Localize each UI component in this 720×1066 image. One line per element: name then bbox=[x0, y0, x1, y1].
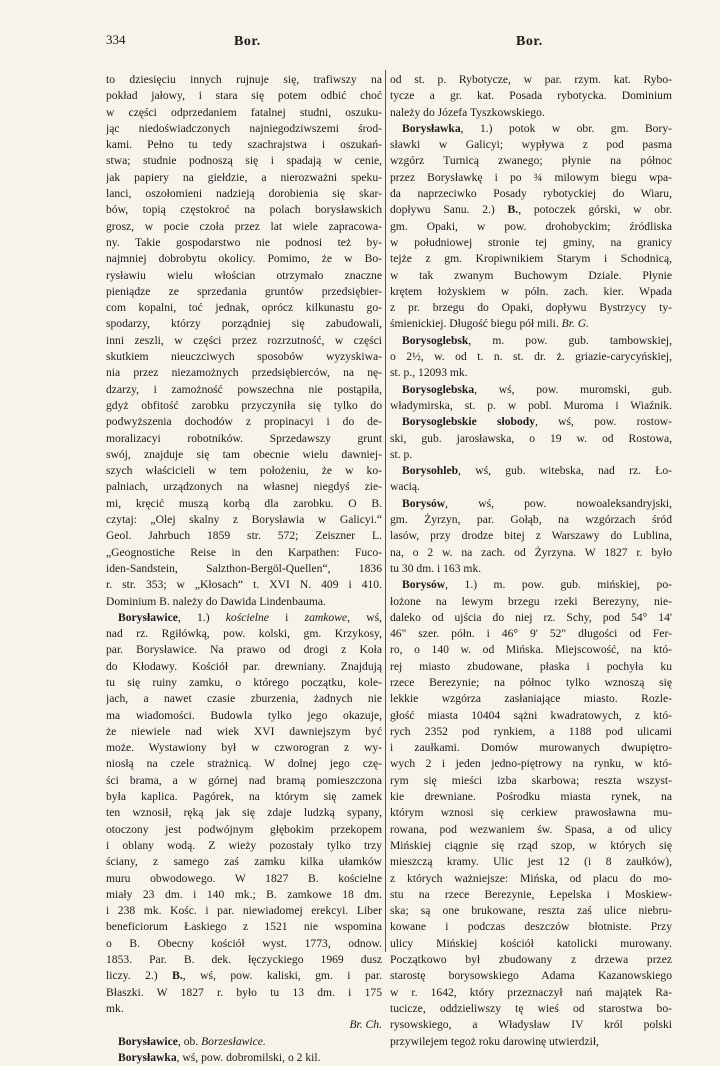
line-text: ulicy Mińskiej kościół katolicki murowany. bbox=[390, 936, 672, 950]
line-text: , wś, bbox=[347, 610, 382, 624]
text-line bbox=[106, 333, 382, 349]
line-text: wych 2 i jeden jedno-piętrowy na rynku, w któ- bbox=[390, 757, 672, 771]
text-line bbox=[106, 577, 382, 593]
line-text: lekkie wzgórza zasłaniające miasto. Rozle- bbox=[390, 692, 672, 706]
text-line bbox=[390, 642, 672, 658]
italic-text: zamkowe bbox=[304, 610, 348, 624]
text-line bbox=[106, 170, 382, 186]
text-line bbox=[390, 545, 672, 561]
line-text: , 1.) bbox=[177, 610, 226, 624]
text-line bbox=[390, 300, 672, 316]
right-running-head: Bor. bbox=[516, 34, 543, 49]
line-text: dopływu Sanu. 2.) bbox=[390, 203, 508, 217]
text-line bbox=[390, 659, 672, 675]
text-line bbox=[106, 708, 382, 724]
entry-headword: Borysławka bbox=[118, 1050, 177, 1064]
line-text: r. str. 353; w „Kłosach“ t. XVI N. 409 i 410. bbox=[106, 578, 382, 592]
text-line bbox=[106, 284, 382, 300]
line-text: ro, o 140 w. od Mińska. Miejscowość, na któ- bbox=[390, 643, 672, 657]
line-text: grosz, w pocie czoła przez lat wiele zapracowa- bbox=[106, 219, 382, 233]
text-line bbox=[106, 219, 382, 235]
line-text: bów, topią częstokroć na polach borysławskich bbox=[106, 203, 382, 217]
line-text: starostę borysowskiego Adama Kazanowskiego bbox=[390, 969, 672, 983]
right-column bbox=[390, 72, 672, 1050]
text-line bbox=[390, 691, 672, 707]
entry-headword: Borysów bbox=[402, 578, 446, 592]
left-column bbox=[106, 72, 382, 1066]
text-line bbox=[106, 235, 382, 251]
text-line bbox=[390, 561, 672, 577]
line-text: i oblany wodą. Z wieży pozostały tylko trzy bbox=[106, 838, 382, 852]
text-line bbox=[106, 431, 382, 447]
line-text: , wś, pow. muromski, gub. bbox=[474, 382, 672, 396]
column-divider bbox=[385, 70, 386, 952]
line-text: najmniej dobrobytu okolicy. Pomimo, że w Bo- bbox=[106, 252, 382, 266]
text-line bbox=[106, 985, 382, 1001]
text-line bbox=[106, 479, 382, 495]
italic-text: Br. G. bbox=[561, 317, 590, 331]
text-line bbox=[106, 903, 382, 919]
text-line bbox=[390, 219, 672, 235]
line-text: inni zeszli, w części przez rozrzutność, w części bbox=[106, 333, 382, 347]
line-text: jąc niedoświadczonych najniegodziwszemi środ- bbox=[106, 121, 382, 135]
text-line bbox=[390, 968, 672, 984]
text-line bbox=[106, 952, 382, 968]
line-text: stwa; studnie podnoszą się i spadają w cenie, bbox=[106, 154, 382, 168]
text-line bbox=[106, 463, 382, 479]
line-text: gdyż obfitość zarobku przyczyniła się tylko do bbox=[106, 398, 382, 412]
entry-headword: B. bbox=[507, 203, 519, 217]
line-text: tu się ruiny zamku, o którego początku, kole- bbox=[106, 675, 382, 689]
text-line bbox=[106, 414, 382, 430]
line-text: to dziesięciu innych rujnuje się, trafiwszy na bbox=[106, 73, 382, 86]
line-text: kowane i podczas deszczów błotniste. Przy bbox=[390, 920, 672, 934]
text-line bbox=[106, 561, 382, 577]
line-text: rej miasto zbudowane, płaska i pochyła ku bbox=[390, 659, 672, 673]
entry-headword: Borysohleb bbox=[402, 464, 459, 478]
text-line bbox=[106, 186, 382, 202]
line-text: Błaszki. W 1827 r. było tu 13 dm. i 175 bbox=[106, 985, 382, 999]
text-line bbox=[390, 626, 672, 642]
line-text: swój, znajduje się tam obecnie wielu dawniej- bbox=[106, 447, 382, 461]
line-text: , ob. bbox=[177, 1034, 202, 1048]
text-line bbox=[390, 316, 672, 332]
line-text: 46" szer. półn. i 46° 9' 52" długości od Fer- bbox=[390, 627, 672, 641]
line-text: lasów, przy drodze bitej z Warszawy do Lublina, bbox=[390, 529, 672, 543]
line-text: st. p., 12093 mk. bbox=[390, 366, 468, 380]
text-line bbox=[390, 871, 672, 887]
entry-headword: B. bbox=[172, 969, 183, 983]
italic-text: kościelne bbox=[225, 610, 269, 624]
line-text: którym wznosi się cerkiew prawosławna mu- bbox=[390, 806, 672, 820]
line-text: muru obwodowego. W 1827 B. kościelne bbox=[106, 871, 382, 885]
line-text: z których ważniejsze: Mińska, od placu do mo- bbox=[390, 871, 672, 885]
text-line bbox=[106, 838, 382, 854]
text-line bbox=[106, 805, 382, 821]
line-text: mi, kręcić muszą korbą dla zarobku. O B. bbox=[106, 496, 382, 510]
text-line bbox=[390, 675, 672, 691]
line-text: ska; są one brukowane, reszta zaś ulice niebru- bbox=[390, 904, 672, 918]
text-line bbox=[106, 871, 382, 887]
text-line bbox=[106, 724, 382, 740]
entry-headword: Borysoglebska bbox=[402, 382, 475, 396]
line-text: podwyższenia dochodów z propinacyi i do de- bbox=[106, 415, 382, 429]
line-text: w południowej stronie tej gminy, na granicy bbox=[390, 235, 672, 249]
text-line bbox=[106, 1001, 382, 1017]
line-text: należy do Józefa Tyszkowskiego. bbox=[390, 105, 545, 119]
line-text: na, o 2 w. na zach. od Żyrzyna. W 1827 r. było bbox=[390, 545, 672, 559]
line-text: otoczony jest podwójnym głębokim przekopem bbox=[106, 822, 382, 836]
text-line bbox=[390, 887, 672, 903]
text-line bbox=[106, 756, 382, 772]
line-text: nia przez niezamożnych przedsiębierców, na nę- bbox=[106, 366, 382, 380]
text-line bbox=[106, 300, 382, 316]
text-line bbox=[390, 431, 672, 447]
text-line bbox=[390, 186, 672, 202]
entry-headword: Borysoglebsk bbox=[402, 333, 469, 347]
text-line bbox=[390, 952, 672, 968]
text-line bbox=[390, 137, 672, 153]
text-line bbox=[106, 594, 382, 610]
line-text: kie drewniane. Pośrodku miasta rynek, na bbox=[390, 790, 672, 804]
text-line bbox=[390, 936, 672, 952]
text-line bbox=[390, 479, 672, 495]
line-text: Mińskiej ciągnie się rząd szop, w których się bbox=[390, 838, 672, 852]
text-line bbox=[390, 170, 672, 186]
text-line bbox=[390, 740, 672, 756]
line-text: par. Borysławice. Na prawo od drogi z Koła bbox=[106, 643, 382, 657]
text-line bbox=[106, 153, 382, 169]
text-line bbox=[390, 414, 672, 430]
line-text: miały 23 dm. i 140 mk.; B. zamkowe 18 dm. bbox=[106, 887, 382, 901]
line-text: iden-Sandstein, Salzthon-Bergöl-Quellen“, 1836 bbox=[106, 561, 382, 575]
line-text: , 1.) m. pow. gub. mińskiej, po- bbox=[445, 578, 672, 592]
line-text: st. p. bbox=[390, 447, 413, 461]
line-text: w tak zwanym Buchowym Dziale. Płynie bbox=[390, 268, 672, 282]
line-text: rzece Berezynie; na północ tylko wznoszą się bbox=[390, 675, 672, 689]
line-text: rych 2352 pod rynkiem, a 1188 pod ulicami bbox=[390, 724, 672, 738]
text-line bbox=[390, 838, 672, 854]
line-text: dzarzy, i zamożność powszechna nie postąpiła, bbox=[106, 382, 382, 396]
line-text: kami. Pełno tu tedy szachrajstwa i oszukań- bbox=[106, 138, 382, 152]
line-text: jak papiery na giełdzie, a nierozważni speku- bbox=[106, 170, 382, 184]
line-text: Geol. Jahrbuch 1859 str. 572; Zeiszner L. bbox=[106, 529, 382, 543]
text-line bbox=[106, 822, 382, 838]
text-line bbox=[390, 365, 672, 381]
line-text: przez Borysławkę i po ¾ milowym biegu wpa- bbox=[390, 170, 672, 184]
text-line bbox=[106, 88, 382, 104]
line-text: Początkowo był zbudowany z drzewa przez bbox=[390, 953, 672, 967]
text-line bbox=[106, 137, 382, 153]
text-line bbox=[106, 642, 382, 658]
text-line bbox=[390, 724, 672, 740]
text-line bbox=[390, 333, 672, 349]
page-header bbox=[106, 32, 672, 52]
left-running-head: Bor. bbox=[234, 34, 261, 49]
text-line bbox=[106, 789, 382, 805]
line-text: była kaplica. Pagórek, na którym się zamek bbox=[106, 790, 382, 804]
line-text: o B. Obecny kościół wyst. 1773, odnow. bbox=[106, 936, 382, 950]
entry-headword: Borysoglebskie słobody bbox=[402, 415, 535, 429]
text-line bbox=[390, 398, 672, 414]
entry-headword: Borysów bbox=[402, 496, 446, 510]
line-text: , 1.) potok w obr. gm. Bory- bbox=[460, 121, 672, 135]
line-text: daleko od ujścia do niej rz. Schy, pod 54° 14' bbox=[390, 610, 672, 624]
line-text: może. Wystawiony był w czworogran z wy- bbox=[106, 741, 382, 755]
text-line bbox=[390, 447, 672, 463]
text-line bbox=[106, 1017, 382, 1033]
line-text: „Geognostiche Reise in den Karpathen: Fuco- bbox=[106, 545, 382, 559]
line-text: głość miasta 10404 sążni kwadratowych, z któ- bbox=[390, 708, 672, 722]
line-text: krętem łożyskiem w półn. zach. kier. Wpada bbox=[390, 284, 672, 298]
text-line bbox=[106, 773, 382, 789]
line-text: wacią. bbox=[390, 480, 420, 494]
line-text: i 238 mk. Kośc. i par. niewiadomej erekcyi. Liber bbox=[106, 904, 382, 918]
line-text: przywilejem tegoż roku darowinę utwierdził, bbox=[390, 1034, 599, 1048]
text-line bbox=[106, 268, 382, 284]
text-line bbox=[390, 854, 672, 870]
line-text: z pr. brzegu do Opaki, dopływu Bystrzycy ty- bbox=[390, 301, 672, 315]
line-text: gm. Żyrzyn, par. Gołąb, na wzgórzach śród bbox=[390, 513, 672, 527]
line-text: ten wznosił, ręką jak się zdaje ludzką sypany, bbox=[106, 806, 382, 820]
text-line bbox=[390, 594, 672, 610]
text-line bbox=[106, 528, 382, 544]
line-text: , potoczek górski, w obr. bbox=[518, 203, 672, 217]
line-text: , wś, pow. kaliski, gm. i par. bbox=[182, 969, 382, 983]
text-line bbox=[106, 936, 382, 952]
text-line bbox=[106, 72, 382, 88]
line-text: Dominium B. należy do Dawida Lindenbauma. bbox=[106, 594, 326, 608]
text-line bbox=[106, 659, 382, 675]
line-text: pokład jałowy, i stara się potem odbić choć bbox=[106, 89, 382, 103]
text-line bbox=[390, 268, 672, 284]
line-text: i bbox=[268, 610, 305, 624]
text-line bbox=[390, 822, 672, 838]
line-text: , m. pow. gub. tambowskiej, bbox=[468, 333, 672, 347]
line-text: nad rz. Rgiłówką, pow. kolski, gm. Krzykosy, bbox=[106, 627, 382, 641]
text-line bbox=[390, 88, 672, 104]
text-line bbox=[390, 105, 672, 121]
line-text: o 2½, w. od t. n. st. dr. ż. griazie-carycyńskiej, bbox=[390, 350, 672, 364]
text-line bbox=[390, 512, 672, 528]
line-text: do Kłodawy. Kościół par. drewniany. Znajdują bbox=[106, 659, 382, 673]
text-line bbox=[390, 153, 672, 169]
line-text: , wś, pow. dobromilski, o 2 kil. bbox=[176, 1050, 321, 1064]
text-line bbox=[106, 610, 382, 626]
text-line bbox=[106, 496, 382, 512]
text-line bbox=[106, 251, 382, 267]
line-text: szych właścicieli w tem położeniu, że w ko- bbox=[106, 464, 382, 478]
text-line bbox=[390, 235, 672, 251]
line-text: moralizacyi robotników. Sprzedawszy grunt bbox=[106, 431, 382, 445]
line-text: ny. Takie gospodarstwo nie podnosi też by- bbox=[106, 235, 382, 249]
line-text: tu 30 dm. i 163 mk. bbox=[390, 561, 482, 575]
line-text: sławki w Galicyi; wypływa z pod pasma bbox=[390, 138, 672, 152]
line-text: niosłą na czele strażnicą. W dolnej jego czę- bbox=[106, 757, 382, 771]
line-text: 1853. Par. B. dek. łęczyckiego 1969 dusz bbox=[106, 953, 382, 967]
text-line bbox=[390, 528, 672, 544]
text-line bbox=[106, 887, 382, 903]
text-line bbox=[390, 202, 672, 218]
text-line bbox=[106, 545, 382, 561]
text-line bbox=[106, 1050, 382, 1066]
text-line bbox=[106, 365, 382, 381]
text-line bbox=[390, 382, 672, 398]
text-line bbox=[106, 691, 382, 707]
text-line bbox=[390, 985, 672, 1001]
text-line bbox=[390, 284, 672, 300]
line-text: w r. 1642, który przeznaczył nań majątek Ra- bbox=[390, 985, 672, 999]
line-text: palniach, urządzonych na własnej niegdyś zie- bbox=[106, 480, 382, 494]
line-text: mieszczą kramy. Ulic jest 12 (i 8 zaułków), bbox=[390, 855, 672, 869]
text-line bbox=[390, 903, 672, 919]
text-line bbox=[106, 919, 382, 935]
line-text: władymirska, st. p. w pobl. Muroma i Wiaźnik. bbox=[390, 398, 672, 412]
text-line bbox=[106, 854, 382, 870]
text-line bbox=[106, 626, 382, 642]
text-line bbox=[390, 1034, 672, 1050]
line-text: śmienickiej. Długość biegu pół mili. bbox=[390, 317, 562, 331]
line-text: skutkiem nieuczciwych sposobów wyzyskiwa- bbox=[106, 350, 382, 364]
line-text: spodarzy, którzy porządniej się zabudowali, bbox=[106, 317, 382, 331]
italic-text: Br. Ch. bbox=[349, 1018, 382, 1032]
text-line bbox=[390, 756, 672, 772]
text-line bbox=[390, 463, 672, 479]
text-line bbox=[106, 447, 382, 463]
text-line bbox=[390, 708, 672, 724]
line-text: mk. bbox=[106, 1001, 124, 1015]
text-line bbox=[390, 577, 672, 593]
text-line bbox=[106, 675, 382, 691]
text-line bbox=[390, 251, 672, 267]
text-line bbox=[390, 805, 672, 821]
entry-headword: Borysławice bbox=[118, 1034, 178, 1048]
text-line bbox=[390, 349, 672, 365]
line-text: stu na rzece Berezynie, Łepelska i Moskiew- bbox=[390, 887, 672, 901]
line-text: ściany, z samego zaś zamku kilka ułamków bbox=[106, 855, 382, 869]
text-line bbox=[106, 382, 382, 398]
line-text: , wś, pow. rostow- bbox=[535, 415, 672, 429]
line-text: , wś, gub. witebska, nad rz. Ło- bbox=[458, 464, 672, 478]
text-line bbox=[390, 496, 672, 512]
text-line bbox=[390, 610, 672, 626]
line-text: liczy. 2.) bbox=[106, 969, 173, 983]
line-text: rowana, pod wezwaniem św. Spasa, a od ulicy bbox=[390, 822, 672, 836]
text-line bbox=[106, 349, 382, 365]
text-line bbox=[390, 919, 672, 935]
italic-text: Borzesławice. bbox=[201, 1034, 266, 1048]
line-text: rysławiu wielu włościan otrzymało znaczne bbox=[106, 268, 382, 282]
text-line bbox=[106, 105, 382, 121]
text-line bbox=[390, 1001, 672, 1017]
text-line bbox=[106, 316, 382, 332]
line-text: da naprzeciwko Posady rybotyckiej do Wiaru, bbox=[390, 187, 672, 201]
line-text: pieniądze ze sprzedania gruntów przedsiębier- bbox=[106, 284, 382, 298]
page-number: 334 bbox=[106, 32, 126, 47]
line-text: , wś, pow. nowoaleksandryjski, bbox=[445, 496, 672, 510]
text-line bbox=[106, 202, 382, 218]
line-text: tejże z gm. Kropiwnikiem Starym i Schodnicą, bbox=[390, 252, 672, 266]
text-line bbox=[106, 1034, 382, 1050]
line-text: wzgórz Turnicą zwanego; płynie na północ bbox=[390, 154, 672, 168]
text-line bbox=[390, 789, 672, 805]
text-line bbox=[390, 773, 672, 789]
line-text: com kopalni, toć jednak, oprócz kilkunastu go- bbox=[106, 301, 382, 315]
line-text: ski, gub. jarosławska, o 19 w. od Rostowa, bbox=[390, 431, 672, 445]
text-line bbox=[390, 121, 672, 137]
entry-headword: Borysławice bbox=[118, 610, 178, 624]
text-line bbox=[390, 1017, 672, 1033]
text-line bbox=[106, 512, 382, 528]
line-text: i zaułkami. Domów murowanych dwupiętro- bbox=[390, 741, 672, 755]
line-text: gm. Opaki, w pow. drohobyckim; źródliska bbox=[390, 219, 672, 233]
line-text: tucicze, oddzieliwszy tę wieś od starostwa bo- bbox=[390, 1001, 672, 1015]
text-line bbox=[106, 121, 382, 137]
line-text: lanci, oszołomieni nadzieją dorobienia się skar- bbox=[106, 187, 382, 201]
line-text: że niewiele nad wiek XVI dawniejszym być bbox=[106, 724, 382, 738]
line-text: tycze a gr. kat. Posada rybotycka. Dominium bbox=[390, 89, 672, 103]
line-text: ści brama, a w górnej nad bramą pomieszczona bbox=[106, 773, 382, 787]
text-line bbox=[106, 398, 382, 414]
line-text: w części odprzedaniem fatalnej studni, oszuku- bbox=[106, 105, 382, 119]
text-line bbox=[106, 968, 382, 984]
line-text: ma wiadomości. Budowla tylko jego okazuje, bbox=[106, 708, 382, 722]
line-text: od st. p. Rybotycze, w par. rzym. kat. Rybo- bbox=[390, 73, 672, 86]
line-text: rysowskiego, a Władysław IV król polski bbox=[390, 1018, 672, 1032]
entry-headword: Borysławka bbox=[402, 121, 461, 135]
line-text: rym się mieści izba skarbowa; reszta wszyst- bbox=[390, 773, 672, 787]
text-line bbox=[390, 72, 672, 88]
line-text: łożone na lewym brzegu rzeki Berezyny, nie- bbox=[390, 594, 672, 608]
text-line bbox=[106, 740, 382, 756]
line-text: jach, a nawet czasie zburzenia, żadnych nie bbox=[106, 692, 382, 706]
line-text: beneficiorum Łaskiego z 1521 nie wspomina bbox=[106, 920, 382, 934]
line-text: czytaj: „Olej skalny z Borysławia w Galicyi.“ bbox=[106, 513, 382, 527]
